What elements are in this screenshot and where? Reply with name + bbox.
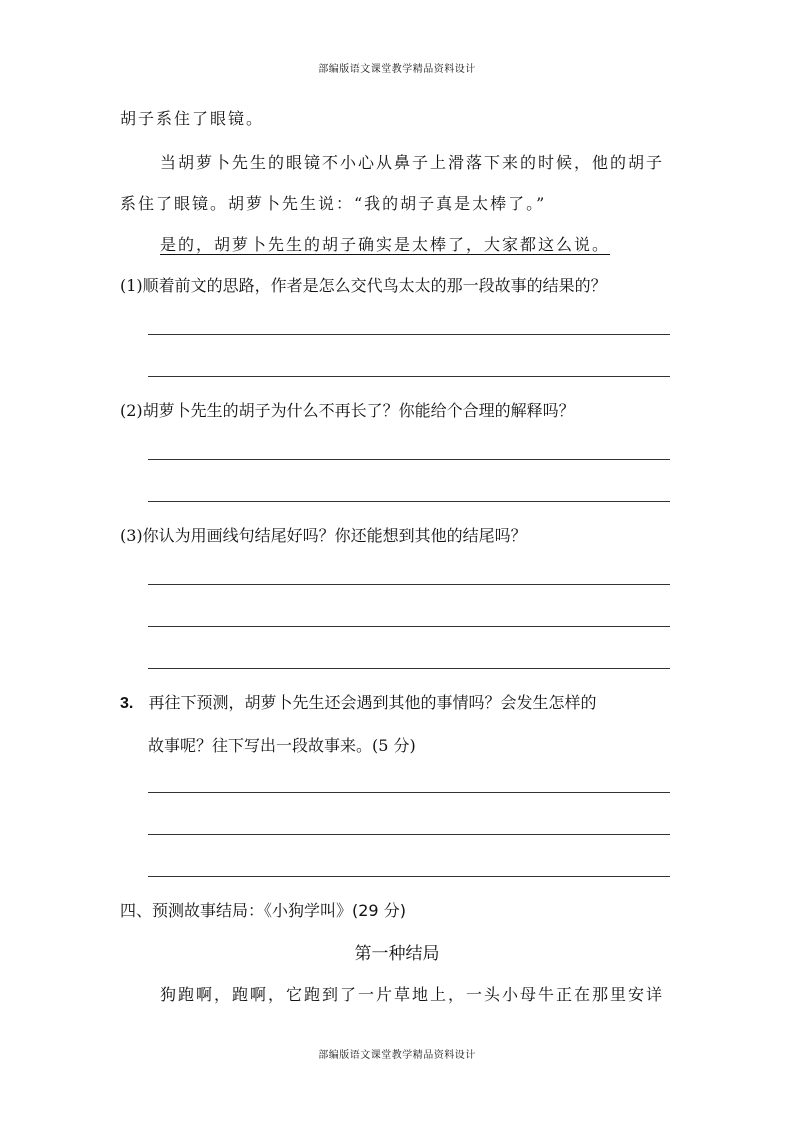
answer-line[interactable] [148, 792, 670, 793]
answer-line[interactable] [148, 459, 670, 460]
section-3-line-2: 故事呢？往下写出一段故事来。(5 分) [148, 736, 416, 755]
answer-line[interactable] [148, 334, 670, 335]
page-footer: 部编版语文课堂教学精品资料设计 [318, 1050, 476, 1061]
answer-line[interactable] [148, 501, 670, 502]
question-number: 3. [120, 695, 134, 712]
question-1: (1)顺着前文的思路，作者是怎么交代鸟太太的那一段故事的结果的？ [120, 276, 607, 295]
answer-line[interactable] [148, 876, 670, 877]
passage-line-1: 胡子系住了眼镜。 [120, 109, 265, 128]
ending-subheading: 第一种结局 [354, 944, 440, 964]
passage-line-2: 当胡萝卜先生的眼镜不小心从鼻子上滑落下来的时候，他的胡子 [160, 153, 665, 172]
answer-line[interactable] [148, 626, 670, 627]
question-3: (3)你认为用画线句结尾好吗？你还能想到其他的结尾吗？ [120, 526, 527, 545]
section-3-line-1 [120, 690, 596, 713]
page-header: 部编版语文课堂教学精品资料设计 [318, 64, 476, 75]
section-4-heading: 四、预测故事结局：《小狗学叫》(29 分) [120, 901, 406, 920]
section-3-text: 再往下预测，胡萝卜先生还会遇到其他的事情吗？会发生怎样的 [148, 693, 597, 712]
underlined-sentence: 是的，胡萝卜先生的胡子确实是太棒了，大家都这么说。 [160, 235, 611, 254]
question-2: (2)胡萝卜先生的胡子为什么不再长了？你能给个合理的解释吗？ [120, 401, 575, 420]
ending-line-1: 狗跑啊，跑啊，它跑到了一片草地上，一头小母牛正在那里安详 [160, 985, 665, 1004]
passage-line-3: 系住了眼镜。胡萝卜先生说：“我的胡子真是太棒了。” [120, 194, 547, 213]
answer-line[interactable] [148, 834, 670, 835]
answer-line[interactable] [148, 668, 670, 669]
answer-line[interactable] [148, 376, 670, 377]
answer-line[interactable] [148, 584, 670, 585]
